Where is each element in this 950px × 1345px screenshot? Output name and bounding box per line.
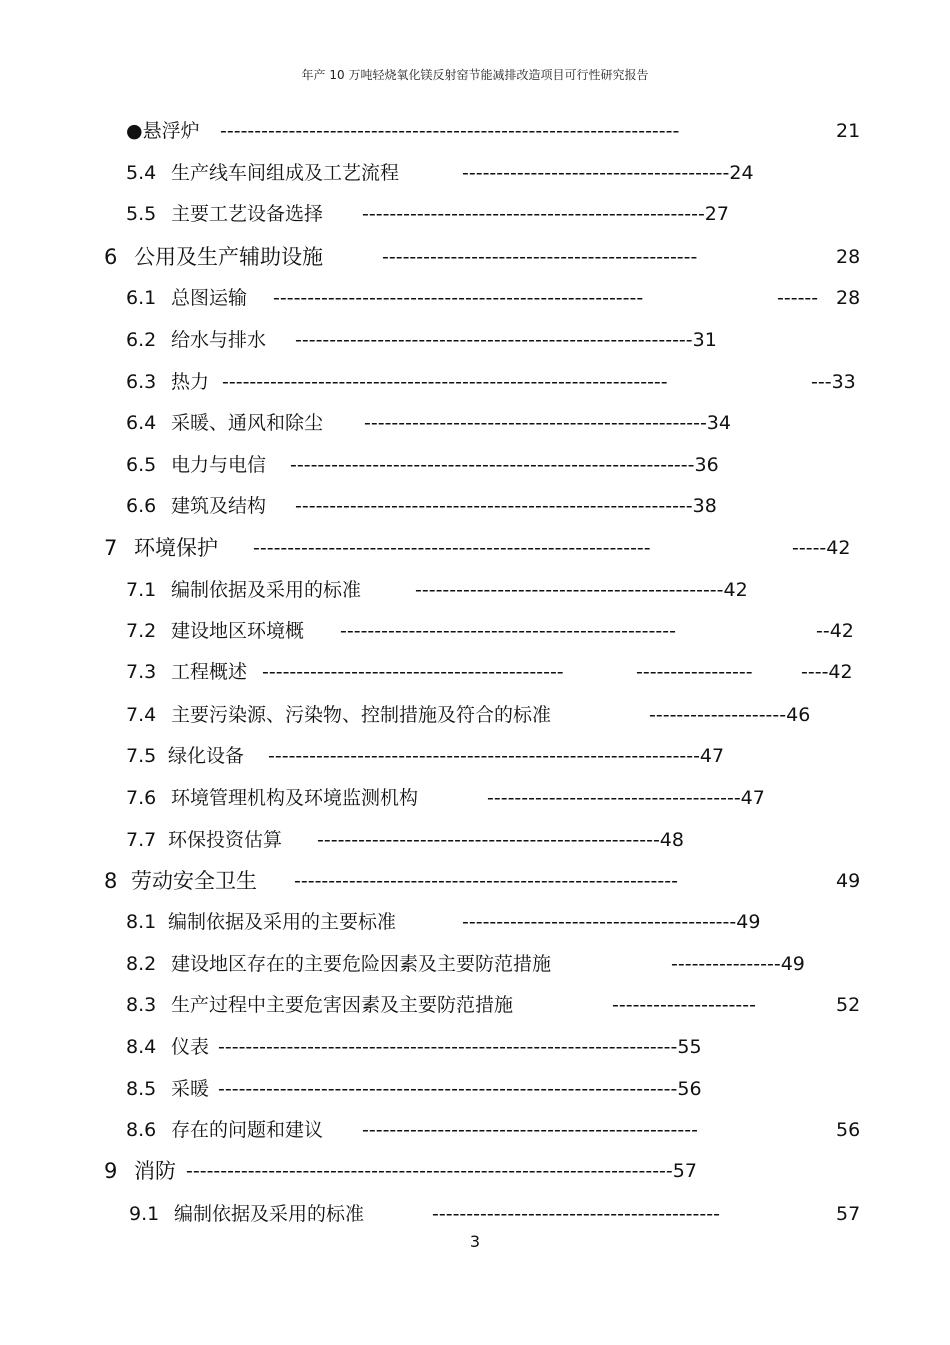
toc-entry-8-3[interactable]: [0, 990, 950, 1020]
toc-page: 52: [836, 994, 861, 1016]
toc-number: 6.6: [126, 495, 157, 517]
toc-title: 电力与电信: [171, 454, 267, 476]
toc-number: 8.5: [126, 1078, 157, 1100]
toc-entry-5-5[interactable]: [0, 199, 950, 229]
toc-leader: ----------------------------------------------------------31: [295, 329, 717, 351]
toc-number: 7.3: [126, 661, 157, 683]
toc-entry-7-6[interactable]: [0, 783, 950, 813]
toc-number: 6.2: [126, 329, 157, 351]
toc-title: 环保投资估算: [168, 829, 283, 851]
toc-number: 8.3: [126, 994, 157, 1016]
toc-leader: -----------------------------------------------------------36: [290, 454, 719, 476]
toc-page: 21: [836, 120, 861, 142]
toc-entry-6-2[interactable]: [0, 325, 950, 355]
toc-number: 6.4: [126, 412, 157, 434]
toc-entry-6[interactable]: [0, 242, 950, 272]
toc-number: 5.4: [126, 162, 157, 184]
toc-leader: ----------------49: [671, 953, 805, 975]
toc-title: 公用及生产辅助设施: [134, 245, 323, 269]
toc-entry-8[interactable]: [0, 866, 950, 896]
toc-number: 8.4: [126, 1036, 157, 1058]
toc-title: 采暖: [171, 1078, 210, 1100]
toc-number: 8.2: [126, 953, 157, 975]
toc-title: 环境管理机构及环境监测机构: [171, 787, 419, 809]
toc-leader: ---------------------------------------------42: [415, 579, 748, 601]
toc-entry-6-4[interactable]: [0, 408, 950, 438]
toc-title: 仪表: [171, 1036, 210, 1058]
toc-entry-7-1[interactable]: [0, 575, 950, 605]
toc-title: 消防: [134, 1159, 176, 1183]
toc-title: 热力: [171, 371, 210, 393]
toc-leader: -------------------------------------------------: [340, 620, 676, 642]
toc-title: ●悬浮炉: [126, 120, 200, 142]
toc-entry-7[interactable]: [0, 533, 950, 563]
toc-leader: ---------------------------------------24: [462, 162, 754, 184]
toc-title: 主要污染源、污染物、控制措施及符合的标准: [171, 704, 552, 726]
toc-leader: ----------------------------------------------: [382, 246, 698, 268]
toc-leader-mid: -----------------: [636, 661, 753, 683]
toc-number: 7.5: [126, 745, 157, 767]
toc-leader: -------------------------------------------------------------------55: [218, 1036, 702, 1058]
toc-leader: --------------------46: [649, 704, 811, 726]
page-number: 3: [469, 1232, 481, 1251]
toc-entry-suspension-furnace[interactable]: [0, 116, 950, 146]
toc-leader-tail: ---33: [811, 371, 856, 393]
toc-entry-5-4[interactable]: [0, 158, 950, 188]
toc-entry-6-6[interactable]: [0, 491, 950, 521]
toc-leader: ---------------------------------------------------------------47: [268, 745, 725, 767]
toc-entry-6-5[interactable]: [0, 450, 950, 480]
toc-number: 7.2: [126, 620, 157, 642]
toc-number: 6: [104, 245, 118, 269]
toc-page: 56: [836, 1119, 861, 1141]
running-header: 年产 10 万吨轻烧氧化镁反射窑节能减排改造项目可行性研究报告: [301, 68, 649, 82]
toc-title: 生产线车间组成及工艺流程: [171, 162, 400, 184]
toc-entry-8-6[interactable]: [0, 1115, 950, 1145]
toc-title: 建设地区环境概: [171, 620, 305, 642]
toc-number: 7: [104, 536, 118, 560]
toc-leader: --------------------------------------------------------: [294, 870, 678, 892]
toc-leader: -------------------------------------------------------------------56: [218, 1078, 702, 1100]
toc-entry-8-1[interactable]: [0, 907, 950, 937]
toc-number: 8.6: [126, 1119, 157, 1141]
toc-entry-9-1[interactable]: [0, 1199, 950, 1229]
toc-leader: --------------------------------------------------48: [317, 829, 684, 851]
toc-number: 9: [104, 1159, 118, 1183]
toc-entry-7-5[interactable]: [0, 741, 950, 771]
toc-title: 总图运输: [171, 287, 248, 309]
toc-entry-8-5[interactable]: [0, 1074, 950, 1104]
toc-entry-9[interactable]: [0, 1156, 950, 1186]
toc-leader-tail: ----42: [801, 661, 853, 683]
toc-page: 57: [836, 1203, 861, 1225]
toc-leader: -----------------------------------------------------------------: [222, 371, 668, 393]
toc-leader: ---------------------: [612, 994, 756, 1016]
toc-title: 建筑及结构: [171, 495, 267, 517]
toc-entry-8-2[interactable]: [0, 949, 950, 979]
toc-number: 6.5: [126, 454, 157, 476]
toc-page: 49: [836, 870, 861, 892]
toc-entry-6-3[interactable]: [0, 367, 950, 397]
toc-title: 存在的问题和建议: [171, 1119, 324, 1141]
toc-leader: --------------------------------------------------27: [362, 203, 729, 225]
toc-number: 7.1: [126, 579, 157, 601]
toc-leader: -------------------------------------47: [487, 787, 765, 809]
toc-title: 编制依据及采用的标准: [171, 579, 362, 601]
toc-leader-tail: --42: [816, 620, 854, 642]
toc-title: 给水与排水: [171, 329, 267, 351]
toc-leader: ------------------------------------------: [432, 1203, 720, 1225]
toc-leader: ----------------------------------------49: [462, 911, 761, 933]
toc-title: 编制依据及采用的标准: [174, 1203, 365, 1225]
toc-leader-tail: ------: [777, 287, 819, 309]
toc-title: 建设地区存在的主要危险因素及主要防范措施: [171, 953, 552, 975]
toc-entry-7-3[interactable]: [0, 657, 950, 687]
toc-title: 工程概述: [171, 661, 248, 683]
toc-entry-7-7[interactable]: [0, 825, 950, 855]
toc-leader: -----------------------------------------------------------------------57: [186, 1160, 697, 1182]
toc-number: 6.3: [126, 371, 157, 393]
toc-leader: ------------------------------------------------------: [273, 287, 644, 309]
toc-number: 7.4: [126, 704, 157, 726]
toc-leader: -------------------------------------------------: [362, 1119, 698, 1141]
toc-entry-8-4[interactable]: [0, 1032, 950, 1062]
toc-entry-7-4[interactable]: [0, 700, 950, 730]
toc-number: 9.1: [129, 1203, 160, 1225]
toc-title: 环境保护: [134, 536, 218, 560]
toc-leader-tail: -----42: [792, 537, 851, 559]
toc-title: 编制依据及采用的主要标准: [168, 911, 397, 933]
toc-number: 7.6: [126, 787, 157, 809]
toc-leader: ----------------------------------------------------------: [253, 537, 651, 559]
toc-number: 7.7: [126, 829, 157, 851]
toc-title: 劳动安全卫生: [131, 869, 257, 893]
toc-title: 生产过程中主要危害因素及主要防范措施: [171, 994, 514, 1016]
toc-number: 8: [104, 869, 118, 893]
toc-leader: -------------------------------------------------------------------: [220, 120, 680, 142]
toc-number: 6.1: [126, 287, 157, 309]
toc-entry-6-1[interactable]: [0, 283, 950, 313]
toc-title: 绿化设备: [168, 745, 245, 767]
toc-page: 28: [836, 246, 861, 268]
toc-leader: --------------------------------------------------34: [364, 412, 731, 434]
toc-page: 28: [836, 287, 861, 309]
toc-title: 采暖、通风和除尘: [171, 412, 324, 434]
toc-number: 5.5: [126, 203, 157, 225]
toc-entry-7-2[interactable]: [0, 616, 950, 646]
toc-number: 8.1: [126, 911, 157, 933]
toc-title: 主要工艺设备选择: [171, 203, 324, 225]
toc-leader: ----------------------------------------------------------38: [295, 495, 717, 517]
toc-leader: --------------------------------------------: [262, 661, 564, 683]
